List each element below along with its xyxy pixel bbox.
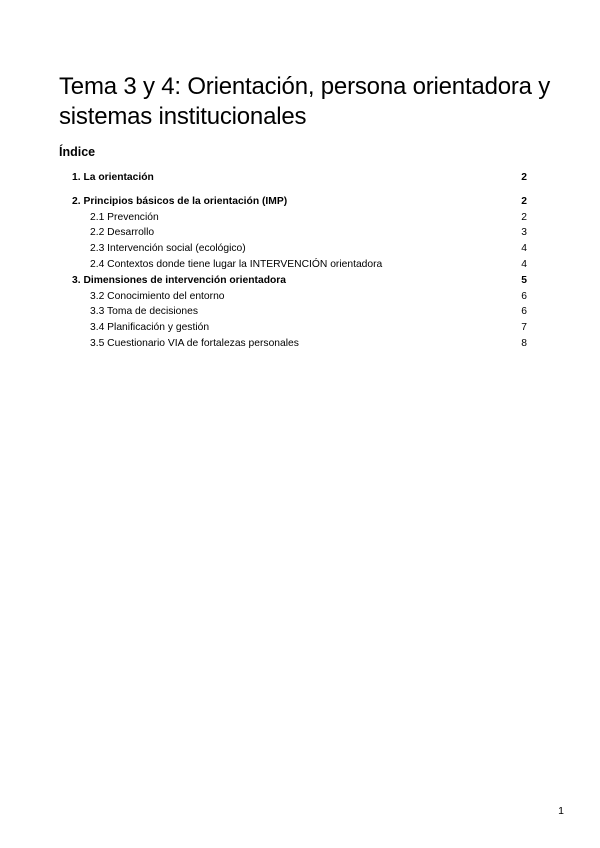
toc-entry-la-orientacion[interactable] [72, 170, 527, 186]
toc-entry-label: 3. Dimensiones de intervención orientadora [72, 274, 287, 286]
toc-entry-page: 6 [521, 306, 527, 318]
toc-entry-planificacion-gestion[interactable] [72, 320, 527, 336]
toc-entry-page: 4 [521, 258, 527, 270]
toc-entry-label: 2. Principios básicos de la orientación (IMP) [72, 195, 288, 207]
toc-entry-page: 4 [521, 243, 527, 255]
toc-entry-label: 3.4 Planificación y gestión [90, 322, 210, 334]
toc-entry-label: 1. La orientación [72, 172, 154, 183]
toc-entry-prevencion[interactable] [72, 210, 527, 226]
page-number: 1 [558, 805, 564, 817]
toc-entry-label: 2.3 Intervención social (ecológico) [90, 243, 246, 255]
toc-entry-desarrollo[interactable] [72, 225, 527, 241]
toc-entry-label: 3.3 Toma de decisiones [90, 306, 198, 318]
toc-entry-label: 2.1 Prevención [90, 211, 159, 223]
table-of-contents [72, 170, 527, 352]
toc-entry-label: 2.2 Desarrollo [90, 227, 155, 239]
toc-entry-toma-decisiones[interactable] [72, 304, 527, 320]
toc-entry-page: 3 [521, 227, 527, 239]
toc-entry-page: 2 [521, 211, 527, 223]
toc-entry-label: 3.5 Cuestionario VIA de fortalezas personales [90, 337, 299, 349]
toc-entry-page: 7 [521, 322, 527, 334]
toc-entry-label: 3.2 Conocimiento del entorno [90, 290, 225, 302]
toc-heading: Índice [59, 145, 96, 159]
toc-entry-page: 5 [521, 274, 527, 286]
document-title: Tema 3 y 4: Orientación, persona orientadora y sistemas institucionales [59, 73, 551, 130]
toc-entry-contextos[interactable] [72, 257, 527, 273]
toc-entry-dimensiones[interactable] [72, 273, 527, 289]
toc-entry-cuestionario-via[interactable] [72, 336, 527, 352]
toc-entry-conocimiento-entorno[interactable] [72, 289, 527, 305]
toc-entry-page: 2 [521, 195, 527, 207]
toc-entry-principios-basicos[interactable] [72, 194, 527, 210]
toc-entry-page: 2 [521, 172, 527, 183]
toc-entry-page: 6 [521, 290, 527, 302]
toc-entry-page: 8 [521, 337, 527, 349]
toc-entry-label: 2.4 Contextos donde tiene lugar la INTERVENCIÓN orientadora [90, 258, 383, 270]
toc-entry-intervencion-social[interactable] [72, 241, 527, 257]
